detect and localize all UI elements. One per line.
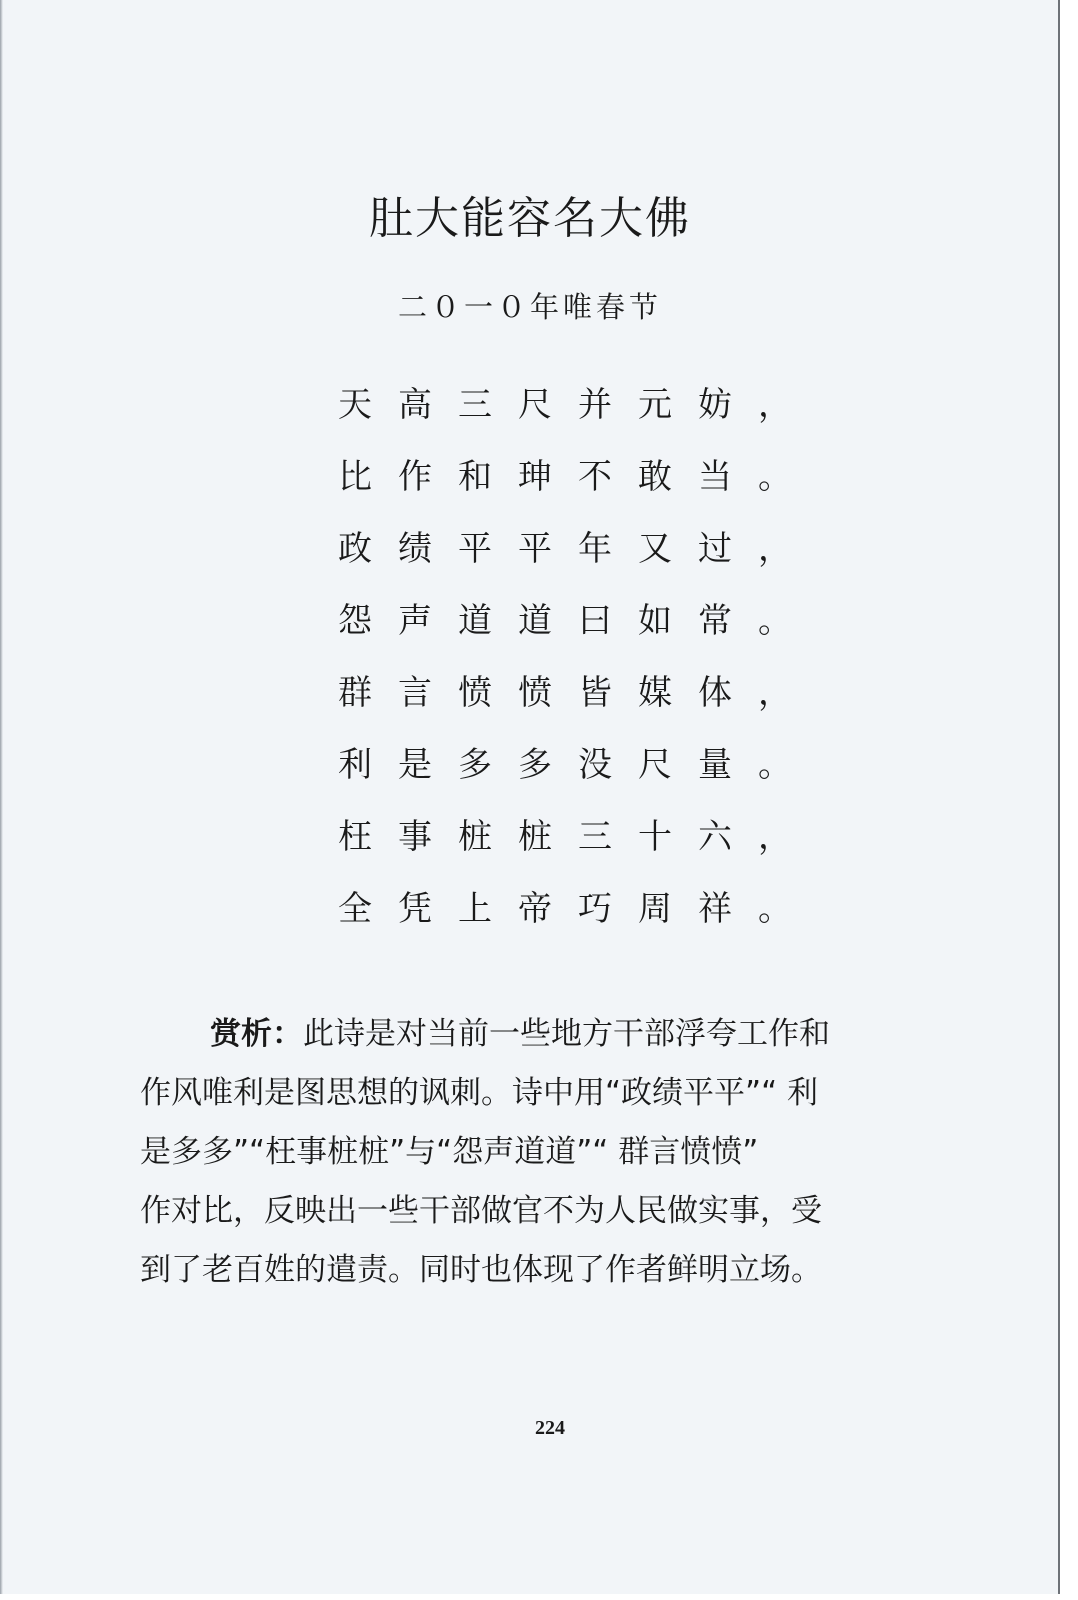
poem-body <box>338 383 818 959</box>
poem-line: 全凭上帝巧周祥。 <box>338 889 818 929</box>
poem-line: 利是多多没尺量。 <box>338 745 818 785</box>
poem-line: 怨声道道曰如常。 <box>338 601 818 641</box>
commentary-line: 作风唯利是图思想的讽刺。诗中用“政绩平平”“ 利 <box>140 1075 819 1111</box>
page-bottom-edge <box>0 1594 1078 1600</box>
page-right-edge <box>1058 0 1078 1600</box>
commentary-label: 赏析： <box>210 1016 303 1052</box>
poem-line: 比作和珅不敢当。 <box>338 457 818 497</box>
poem-line: 政绩平平年又过， <box>338 529 818 569</box>
page-number: 224 <box>535 1417 565 1439</box>
commentary-line <box>140 1005 925 1064</box>
commentary-line: 是多多”“枉事桩桩”与“怨声道道”“ 群言愤愤” <box>140 1134 759 1170</box>
poem-line: 群言愤愤皆媒体， <box>338 673 818 713</box>
commentary-line: 作对比，反映出一些干部做官不为人民做实事，受 <box>140 1193 822 1229</box>
commentary-text: 此诗是对当前一些地方干部浮夸工作和 <box>303 1016 830 1052</box>
poem-line: 天高三尺并元妨， <box>338 385 818 425</box>
commentary-line: 到了老百姓的遣责。同时也体现了作者鲜明立场。 <box>140 1252 822 1288</box>
poem-title: 肚大能容名大佛 <box>369 193 691 244</box>
poem-line: 枉事桩桩三十六， <box>338 817 818 857</box>
poem-subtitle: 二０一０年唯春节 <box>397 290 662 324</box>
commentary <box>140 1005 925 1300</box>
